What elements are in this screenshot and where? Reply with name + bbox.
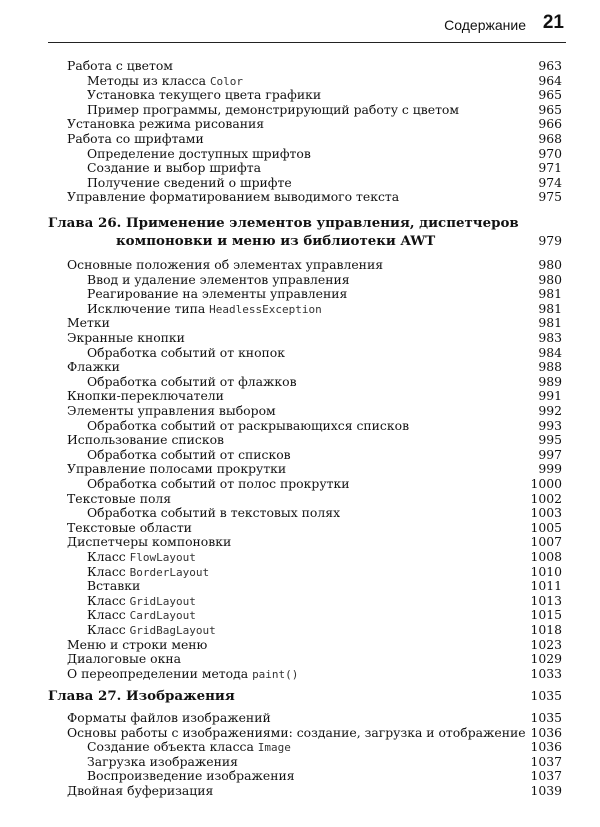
entry-title-text: О переопределении метода: [67, 665, 253, 681]
entry-title: Текстовые поля: [67, 490, 172, 506]
entry-title: Основы работы с изображениями: создание, загрузка и отображение: [67, 724, 526, 740]
entry-title: Установка режима рисования: [67, 116, 265, 132]
entry-title: Получение сведений о шрифте: [87, 174, 292, 190]
toc-entry: [0, 637, 600, 652]
entry-title: Загрузка изображения: [87, 753, 238, 769]
entry-page-number: 995: [538, 432, 562, 448]
header-page-number: 21: [542, 12, 564, 33]
entry-title: Обработка событий от раскрывающихся списков: [87, 417, 410, 433]
entry-title: Диалоговые окна: [67, 651, 181, 667]
entry-page-number: 1023: [530, 636, 562, 652]
toc-entry: [0, 607, 600, 622]
toc-entry: [0, 783, 600, 798]
toc-entry: [0, 146, 600, 161]
toc-entry: [0, 564, 600, 579]
toc-entry: [0, 160, 600, 175]
entry-title: Обработка событий в текстовых полях: [87, 505, 341, 521]
entry-title-text: Класс: [87, 592, 130, 608]
entry-title: Использование списков: [67, 432, 225, 448]
entry-page-number: 975: [538, 189, 562, 205]
toc-entry: [0, 549, 600, 564]
entry-title: Работа со шрифтами: [67, 131, 204, 146]
running-header: [0, 9, 600, 43]
entry-page-number: 1018: [530, 622, 562, 637]
entry-page-number: 965: [538, 101, 562, 117]
toc-entry: [0, 725, 600, 740]
chapter-page-number: 1035: [530, 688, 562, 703]
toc-entry: [0, 505, 600, 520]
entry-title: Кнопки-переключатели: [67, 388, 224, 404]
toc-entry: [0, 272, 600, 287]
entry-title: Воспроизведение изображения: [87, 768, 295, 784]
entry-page-number: 1029: [530, 651, 562, 667]
toc-entry: [0, 593, 600, 608]
entry-title-text: Методы из класса: [87, 72, 210, 88]
entry-page-number: 974: [538, 174, 562, 190]
entry-title: Управление форматированием выводимого текста: [67, 189, 400, 205]
entry-page-number: 981: [538, 286, 562, 302]
entry-page-number: 999: [538, 461, 562, 477]
chapter-title-line2: компоновки и меню из библиотеки AWT: [116, 233, 436, 249]
entry-title: [87, 739, 291, 755]
entry-page-number: 971: [538, 160, 562, 176]
entry-title: Текстовые области: [67, 519, 192, 535]
entry-page-number: 1010: [530, 563, 562, 579]
toc-entry: [0, 131, 600, 146]
entry-page-number: 981: [538, 315, 562, 331]
entry-code: Color: [209, 74, 244, 88]
chapter-title-line1: Глава 27. Изображения: [48, 688, 235, 704]
entry-title: [67, 666, 298, 682]
entry-page-number: 1037: [530, 768, 562, 784]
entry-title: Элементы управления выбором: [67, 403, 276, 418]
toc-entry: [0, 447, 600, 462]
entry-code: Image: [257, 741, 291, 755]
entry-page-number: 993: [538, 417, 562, 433]
entry-title: [87, 301, 322, 317]
entry-code: FlowLayout: [129, 551, 196, 564]
entry-title: [87, 73, 243, 89]
entry-title: Экранные кнопки: [67, 330, 185, 345]
entry-page-number: 1036: [530, 739, 562, 755]
toc-entry: [0, 87, 600, 102]
entry-page-number: 1015: [530, 607, 562, 623]
entry-title-text: Исключение типа: [87, 300, 210, 316]
entry-title: Обработка событий от флажков: [87, 373, 297, 389]
entry-page-number: 1000: [530, 476, 562, 491]
entry-page-number: 980: [538, 271, 562, 287]
toc-entry: [0, 622, 600, 637]
entry-title: Пример программы, демонстрирующий работу с цветом: [87, 101, 460, 117]
entry-title-text: Класс: [87, 622, 130, 637]
entry-page-number: 1036: [530, 724, 562, 740]
entry-page-number: 965: [538, 87, 562, 103]
toc-entry: [0, 189, 600, 204]
entry-title: Управление полосами прокрутки: [67, 461, 287, 477]
toc-entry: [0, 768, 600, 783]
entry-title: [87, 622, 216, 638]
toc-entry: [0, 418, 600, 433]
toc-entry: [0, 520, 600, 535]
toc-entry: [0, 651, 600, 666]
entry-page-number: 1003: [530, 505, 562, 521]
entry-code: GridBagLayout: [129, 624, 216, 637]
toc-entry: [0, 102, 600, 117]
entry-title: [87, 607, 196, 623]
toc-entry: [0, 345, 600, 360]
entry-page-number: 997: [538, 446, 562, 462]
entry-page-number: 1037: [530, 753, 562, 769]
entry-page-number: 1011: [530, 578, 562, 594]
entry-page-number: 966: [538, 116, 562, 132]
entry-code: HeadlessException: [209, 302, 322, 316]
entry-page-number: 963: [538, 58, 562, 73]
entry-page-number: 988: [538, 359, 562, 375]
entry-page-number: 983: [538, 330, 562, 345]
toc-entry: [0, 116, 600, 131]
toc-entry: [0, 739, 600, 754]
entry-title: Метки: [67, 315, 110, 331]
entry-code: BorderLayout: [129, 565, 210, 579]
entry-page-number: 991: [538, 388, 562, 404]
entry-title: Реагирование на элементы управления: [87, 286, 348, 302]
entry-title: Вставки: [87, 578, 141, 594]
entry-title: Ввод и удаление элементов управления: [87, 271, 350, 287]
chapter-page-number: 979: [538, 233, 562, 248]
entry-title-text: Класс: [87, 549, 130, 564]
entry-title-text: Класс: [87, 563, 130, 579]
entry-page-number: 964: [538, 72, 562, 88]
toc-entry: [0, 710, 600, 725]
entry-title: [87, 593, 196, 609]
entry-title: Флажки: [67, 359, 120, 375]
toc-entry: [0, 73, 600, 88]
entry-title: Двойная буферизация: [67, 783, 214, 798]
entry-page-number: 1039: [530, 783, 562, 798]
entry-page-number: 992: [538, 403, 562, 418]
toc-entry: [0, 476, 600, 491]
entry-title: Диспетчеры компоновки: [67, 534, 232, 550]
entry-title: Основные положения об элементах управления: [67, 257, 384, 272]
entry-page-number: 1007: [530, 534, 562, 550]
toc-entry: [0, 388, 600, 403]
entry-page-number: 980: [538, 257, 562, 272]
entry-title: Форматы файлов изображений: [67, 710, 271, 725]
entry-title: Обработка событий от кнопок: [87, 344, 285, 360]
entry-code: GridLayout: [129, 594, 196, 608]
entry-page-number: 981: [538, 300, 562, 316]
header-title: Содержание: [444, 17, 526, 33]
entry-code: CardLayout: [129, 609, 196, 623]
entry-title-text: Класс: [87, 607, 130, 623]
toc-entry: [0, 315, 600, 330]
toc-entry: [0, 58, 600, 73]
toc-entry: [0, 374, 600, 389]
toc-entry: [0, 461, 600, 476]
toc-entry: [0, 432, 600, 447]
toc-entry: [0, 754, 600, 769]
toc-entry: [0, 257, 600, 272]
entry-page-number: 970: [538, 145, 562, 161]
toc-entry: [0, 578, 600, 593]
toc-entry: [0, 175, 600, 190]
toc-entry: [0, 286, 600, 301]
entry-page-number: 968: [538, 131, 562, 146]
entry-title: Обработка событий от списков: [87, 446, 291, 462]
entry-page-number: 1033: [530, 665, 562, 681]
toc-entry: [0, 491, 600, 506]
toc-entry: [0, 359, 600, 374]
entry-title: Меню и строки меню: [67, 636, 208, 652]
toc-entry: [0, 403, 600, 418]
entry-page-number: 989: [538, 373, 562, 389]
entry-title: Определение доступных шрифтов: [87, 145, 311, 161]
toc-entry: [0, 666, 600, 681]
entry-title: Установка текущего цвета графики: [87, 87, 322, 103]
toc-entry: [0, 534, 600, 549]
entry-page-number: 1013: [530, 592, 562, 608]
entry-page-number: 1035: [530, 710, 562, 725]
entry-code: paint(): [252, 667, 299, 681]
entry-page-number: 1008: [530, 549, 562, 564]
entry-title: Работа с цветом: [67, 58, 173, 73]
toc-entry: [0, 330, 600, 345]
entry-page-number: 1005: [530, 519, 562, 535]
entry-page-number: 1002: [530, 490, 562, 506]
entry-title: [87, 564, 209, 580]
chapter-title-line1: Глава 26. Применение элементов управления, диспетчеров: [48, 215, 519, 231]
entry-title-text: Создание объекта класса: [87, 739, 258, 755]
entry-title: [87, 549, 196, 565]
entry-page-number: 984: [538, 344, 562, 360]
toc-entry: [0, 301, 600, 316]
header-rule: [48, 42, 566, 43]
entry-title: Создание и выбор шрифта: [87, 160, 261, 176]
entry-title: Обработка событий от полос прокрутки: [87, 476, 350, 491]
